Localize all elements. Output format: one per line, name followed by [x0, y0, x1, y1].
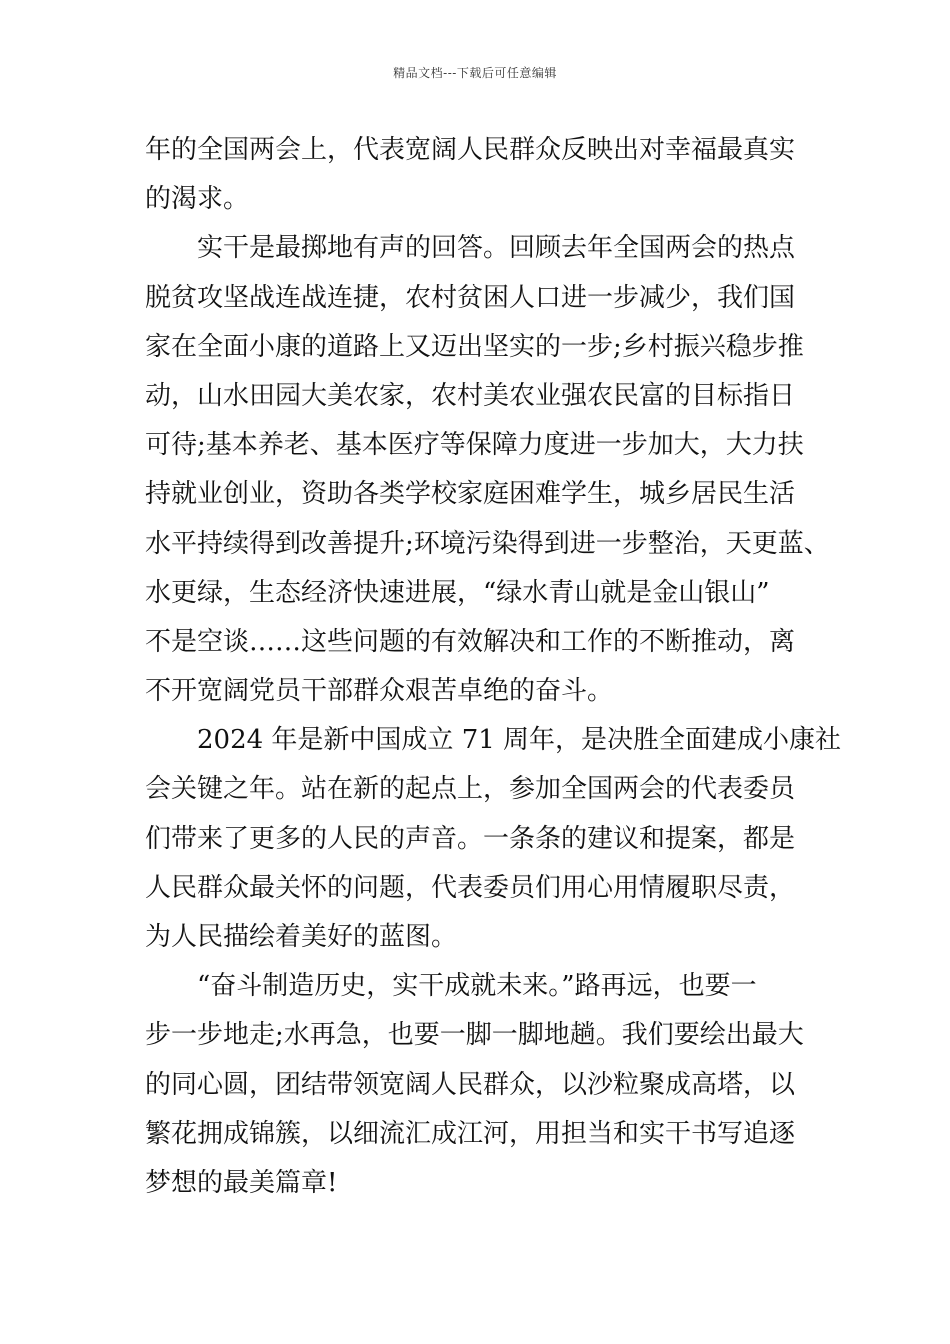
text-line: 年的全国两会上，代表宽阔人民群众反映出对幸福最真实	[145, 135, 796, 165]
text-line: 为人民描绘着美好的蓝图。	[145, 922, 458, 952]
text-line: 家在全面小康的道路上又迈出坚实的一步;乡村振兴稳步推	[145, 331, 804, 362]
text-line: 持就业创业，资助各类学校家庭困难学生，城乡居民生活	[145, 479, 796, 510]
text-line: 会关键之年。站在新的起点上，参加全国两会的代表委员	[145, 774, 796, 805]
text-line: 的渴求。	[145, 184, 250, 215]
text-line: 2024 年是新中国成立 71 周年，是决胜全面建成小康社	[197, 725, 842, 756]
text-line: 的同心圆，团结带领宽阔人民群众，以沙粒聚成高塔，以	[145, 1069, 796, 1100]
text-line: 人民群众最关怀的问题，代表委员们用心用情履职尽责，	[145, 872, 796, 903]
body-text	[145, 126, 842, 1208]
text-line: “奋斗制造历史，实干成就未来。”路再远，也要一	[197, 971, 757, 1002]
text-line: 动，山水田园大美农家，农村美农业强农民富的目标指日	[145, 380, 796, 411]
text-line: 实干是最掷地有声的回答。回顾去年全国两会的热点	[197, 233, 796, 264]
text-line: 水更绿，生态经济快速进展，“绿水青山就是金山银山”	[145, 577, 770, 608]
text-line: 繁花拥成锦簇，以细流汇成江河，用担当和实干书写追逐	[145, 1118, 796, 1149]
text-line: 可待;基本养老、基本医疗等保障力度进一步加大，大力扶	[145, 430, 804, 461]
text-line: 不开宽阔党员干部群众艰苦卓绝的奋斗。	[145, 676, 614, 707]
text-line: 水平持续得到改善提升;环境污染得到进一步整治，天更蓝、	[145, 528, 830, 559]
page-header: 精品文档---下载后可任意编辑	[393, 66, 557, 80]
text-line: 们带来了更多的人民的声音。一条条的建议和提案，都是	[145, 823, 796, 854]
text-line: 脱贫攻坚战连战连捷，农村贫困人口进一步减少，我们国	[145, 282, 796, 313]
text-line: 梦想的最美篇章!	[145, 1167, 338, 1198]
text-line: 不是空谈……这些问题的有效解决和工作的不断推动，离	[145, 626, 796, 657]
text-line: 步一步地走;水再急，也要一脚一脚地趟。我们要绘出最大	[145, 1020, 804, 1051]
